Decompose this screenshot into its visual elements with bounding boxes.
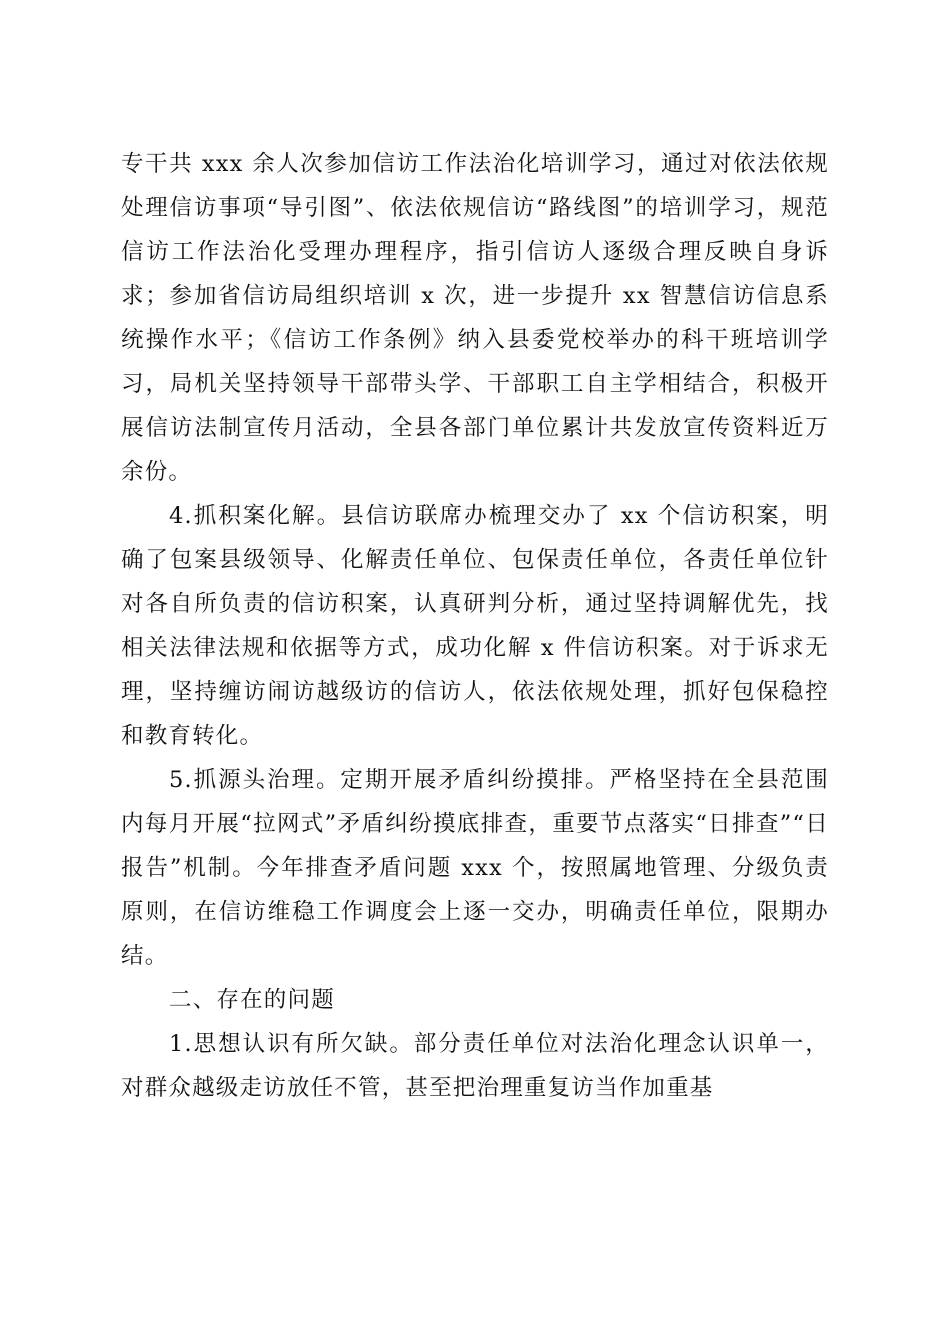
paragraph-training: 专干共 xxx 余人次参加信访工作法治化培训学习，通过对依法依规处理信访事项“导引图”、依法依规信访“路线图”的培训学习，规范信访工作法治化受理办理程序，指引信访人逐级合理反映自身诉求；参加省信访局组织培训 x 次，进一步提升 xx 智慧信访信息系统操作水平；《信访工作条例》纳入县委党校举办的科干班培训学习，局机关坚持领导干部带头学、干部职工自主学相结合，积极开展信访法制宣传月活动，全县各部门单位累计共发放宣传资料近万余份。 (121, 151, 829, 485)
document-body (121, 142, 829, 1110)
paragraph-backlog-resolution: 4.抓积案化解。县信访联席办梳理交办了 xx 个信访积案，明确了包案县级领导、化解责任单位、包保责任单位，各责任单位针对各自所负责的信访积案，认真研判分析，通过坚持调解优先，找相关法律法规和依据等方式，成功化解 x 件信访积案。对于诉求无理，坚持缠访闹访越级访的信访人，依法依规处理，抓好包保稳控和教育转化。 (121, 503, 829, 749)
paragraph-problem-awareness: 1.思想认识有所欠缺。部分责任单位对法治化理念认识单一，对群众越级走访放任不管，甚至把治理重复访当作加重基 (121, 1031, 829, 1101)
section-heading-problems: 二、存在的问题 (169, 987, 335, 1013)
paragraph-source-governance: 5.抓源头治理。定期开展矛盾纠纷摸排。严格坚持在全县范围内每月开展“拉网式”矛盾纠纷摸底排查，重要节点落实“日排查”“日报告”机制。今年排查矛盾问题 xxx 个，按照属地管理、分级负责原则，在信访维稳工作调度会上逐一交办，明确责任单位，限期办结。 (121, 767, 829, 969)
